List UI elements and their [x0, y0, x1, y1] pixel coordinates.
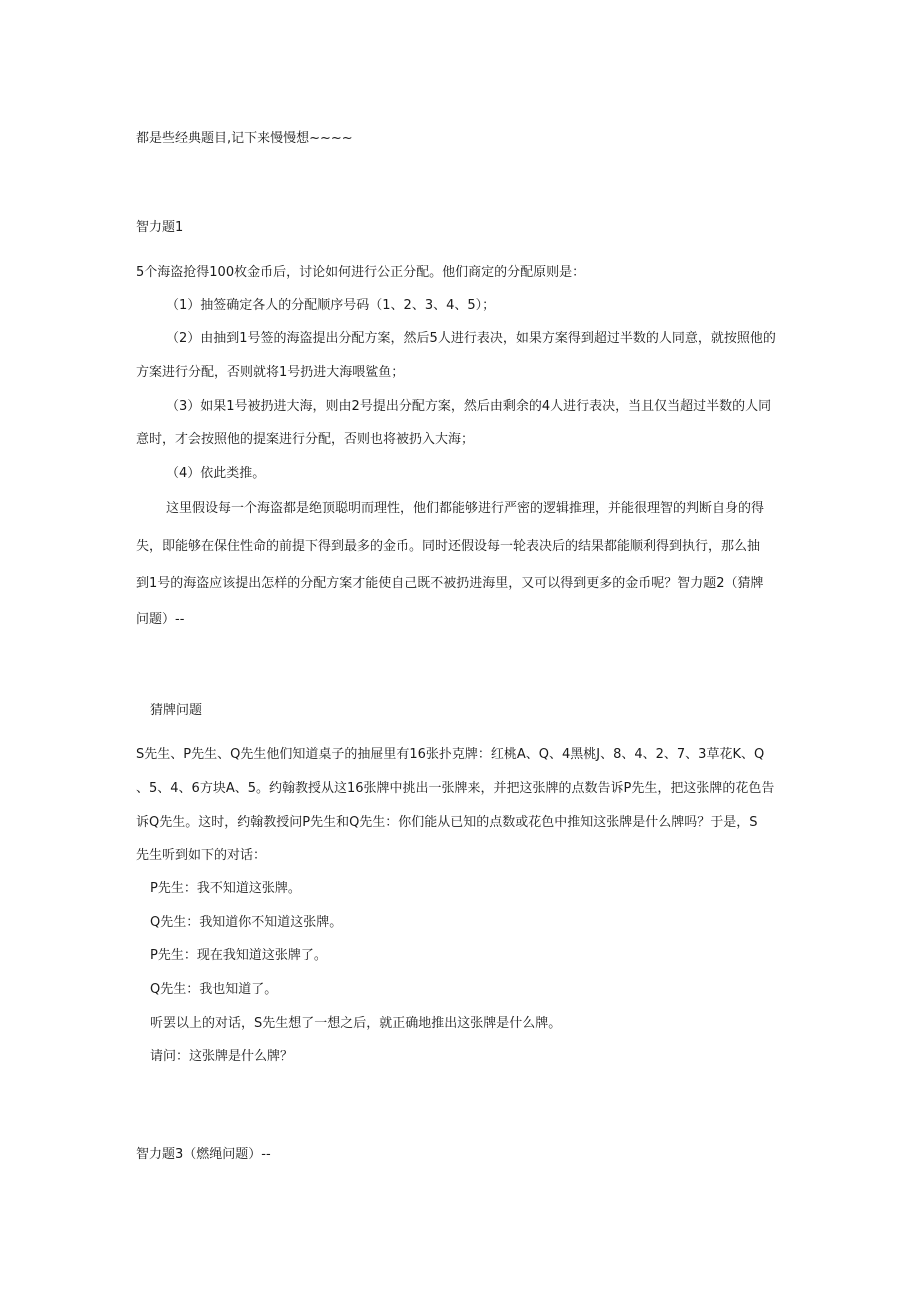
- puzzle2-paragraph-line: 、5、4、6方块A、5。约翰教授从这16张牌中挑出一张牌来，并把这张牌的点数告诉P先生，把这张牌的花色告: [136, 781, 775, 796]
- dialogue-line: Q先生：我知道你不知道这张牌。: [150, 915, 343, 930]
- dialogue-line: P先生：我不知道这张牌。: [150, 881, 301, 896]
- puzzle2-paragraph-line: 诉Q先生。这时，约翰教授问P先生和Q先生：你们能从已知的点数或花色中推知这张牌是什么牌吗？于是，S: [136, 815, 758, 830]
- puzzle1-rule-3-cont: 意时，才会按照他的提案进行分配，否则也将被扔入大海；: [136, 432, 475, 447]
- puzzle1-question-line: 失，即能够在保住性命的前提下得到最多的金币。同时还假设每一轮表决后的结果都能顺利得到执行，那么抽: [136, 539, 761, 554]
- puzzle1-rule-3: （3）如果1号被扔进大海，则由2号提出分配方案，然后由剩余的4人进行表决，当且仅当超过半数的人同: [166, 399, 772, 414]
- puzzle2-conclusion: 听罢以上的对话，S先生想了一想之后，就正确地推出这张牌是什么牌。: [150, 1016, 562, 1031]
- puzzle2-heading: 猜牌问题: [150, 703, 203, 718]
- puzzle1-heading: 智力题1: [136, 220, 184, 235]
- puzzle2-question: 请问：这张牌是什么牌？: [150, 1049, 294, 1064]
- puzzle1-question-line: 到1号的海盗应该提出怎样的分配方案才能使自己既不被扔进海里，又可以得到更多的金币呢？智力题2（猜牌: [136, 576, 764, 591]
- puzzle2-paragraph-line: S先生、P先生、Q先生他们知道桌子的抽屉里有16张扑克牌：红桃A、Q、4黑桃J、8、4、2、7、3草花K、Q: [136, 747, 765, 762]
- intro-text: 都是些经典题目,记下来慢慢想~~~~: [136, 131, 353, 146]
- puzzle1-rule-2: （2）由抽到1号签的海盗提出分配方案，然后5人进行表决，如果方案得到超过半数的人同意，就按照他的: [166, 331, 776, 346]
- puzzle1-rule-2-cont: 方案进行分配，否则就将1号扔进大海喂鲨鱼；: [136, 365, 405, 380]
- puzzle1-rule-1: （1）抽签确定各人的分配顺序号码（1、2、3、4、5）；: [166, 298, 496, 313]
- dialogue-line: Q先生：我也知道了。: [150, 982, 278, 997]
- puzzle2-paragraph-line: 先生听到如下的对话：: [136, 848, 267, 863]
- puzzle1-question-line: 这里假设每一个海盗都是绝顶聪明而理性，他们都能够进行严密的逻辑推理，并能很理智的判断自身的得: [166, 501, 765, 516]
- puzzle3-heading: 智力题3（燃绳问题）--: [136, 1147, 271, 1162]
- puzzle1-paragraph: 5个海盗抢得100枚金币后，讨论如何进行公正分配。他们商定的分配原则是：: [136, 265, 586, 280]
- puzzle1-question-line: 问题）--: [136, 612, 185, 627]
- puzzle1-rule-4: （4）依此类推。: [166, 466, 266, 481]
- dialogue-line: P先生：现在我知道这张牌了。: [150, 948, 327, 963]
